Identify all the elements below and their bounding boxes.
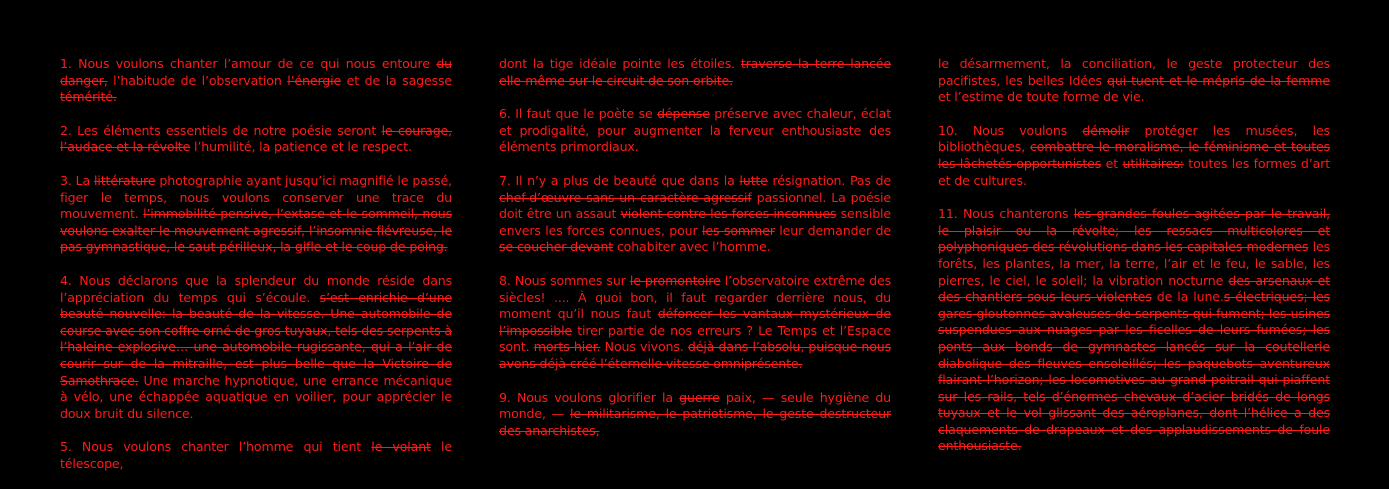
text-segment: protéger les musées, les bibliothèques, — [938, 122, 1330, 155]
text-column-2 — [499, 56, 891, 456]
manifesto-paragraph — [60, 56, 452, 106]
struck-text: littérature — [94, 172, 156, 188]
text-segment: paix, — seule hygiène du monde, — — [499, 389, 892, 422]
text-segment: Nous vivons. — [600, 339, 688, 355]
struck-text: agressif — [703, 189, 752, 205]
struck-text: dépense — [657, 106, 710, 122]
manifesto-paragraph — [499, 106, 891, 156]
struck-text: traverse la terre lancée elle-même sur le circuit de son orbite. — [499, 56, 891, 88]
manifesto-paragraph — [938, 56, 1330, 106]
text-segment: photographie ayant jusqu’ici magnifié le passé, figer le temps, nous voulons conserver une trace du mouvement. — [60, 172, 453, 222]
struck-text: les sommer — [702, 222, 775, 238]
manifesto-paragraph — [499, 56, 891, 89]
struck-text: l’énergie — [287, 72, 342, 88]
text-segment: 2. Les éléments essentiels de notre poésie seront — [60, 122, 382, 138]
manifesto-paragraph — [938, 206, 1330, 455]
text-segment: l’habitude de l’observation — [107, 72, 288, 88]
text-segment: et de la sagesse — [341, 72, 452, 88]
text-segment: Une marche hypnotique, une errance mécanique à vélo, une échappée aquatique en voilier, pour apprécier le doux bruit du silence. — [60, 372, 452, 421]
manifesto-paragraph — [938, 123, 1330, 189]
struck-text: combattre le moralisme, le féminisme et toutes les lâchetés opportunistes — [938, 139, 1330, 171]
text-segment: sensible envers les forces connues, pour — [499, 206, 891, 238]
text-segment: le télescope, — [60, 439, 452, 471]
manifesto-paragraph — [60, 273, 452, 422]
manifesto-paragraph — [60, 173, 452, 256]
struck-text: démolir — [1082, 122, 1130, 138]
text-segment: résignation. Pas de — [767, 172, 891, 188]
text-segment: 1. Nous voulons chanter l’amour de ce qui nous entoure — [60, 56, 437, 71]
text-segment: 7. Il n’y a plus de beauté que dans la — [499, 172, 740, 188]
struck-text: s électriques; les gares gloutonnes avaleuses de serpents qui fument; les usines suspendues aux nuages par les ficelles de leurs fumées; les ponts aux bonds de gymnastes lancés sur la coutellerie diabolique des fleuves ensoleillés; les paquebots aventureux flairant l’horizon; les locomotives au grand poitrail qui piaffent sur les rails, tels d’énormes chevaux d’acier bridés de longs tuyaux et le vol glissant des aéroplanes, dont l’hélice a des claquements de drapeaux et des applaudissements de foule enthousiaste. — [938, 289, 1330, 454]
text-segment: le désarmement, la conciliation, le geste protecteur des pacifistes, les belles Idées — [938, 56, 1330, 88]
text-segment: cohabiter avec l’homme. — [613, 239, 771, 255]
text-segment: passionnel. La poésie doit être un assaut — [499, 189, 891, 222]
text-segment: les forêts, les plantes, la mer, la terre, l’air et le feu, le sable, les pierres, le ciel, le soleil; la vibration nocturne — [938, 239, 1330, 288]
struck-text: le militarisme, le patriotisme, le geste destructeur des anarchistes, — [499, 406, 891, 438]
struck-text: qui tuent et le mépris de la femme — [1106, 72, 1330, 88]
manifesto-paragraph — [60, 123, 452, 156]
struck-text: le courage, l’audace et la révolte — [60, 122, 452, 155]
struck-text: chef-d’œuvre sans un caractère — [499, 189, 704, 205]
struck-text: témérité. — [60, 89, 117, 105]
text-segment: 4. Nous déclarons que la splendeur du monde réside dans l’appréciation du temps qui s’écoule. — [60, 272, 452, 305]
text-segment: dont la tige idéale pointe les étoiles. — [499, 56, 741, 71]
text-segment: 6. Il faut que le poète se — [499, 106, 658, 122]
manifesto-paragraph — [499, 173, 891, 256]
text-segment: 3. La — [60, 172, 95, 188]
struck-text: guerre — [679, 389, 720, 405]
text-segment: 10. Nous voulons — [938, 122, 1083, 138]
manifesto-paragraph — [499, 390, 891, 440]
struck-text: les grandes foules agitées par le travail, le plaisir ou la révolte; les ressacs multicolores et polyphoniques des révolutions dans les capitales modernes — [938, 206, 1330, 255]
text-segment: préserve avec chaleur, éclat et prodigalité, pour augmenter la ferveur enthousiaste des éléments primordiaux. — [499, 106, 891, 155]
manifesto-paragraph — [60, 439, 452, 472]
struck-text: lutte — [739, 172, 768, 188]
text-segment: toutes les formes d’art et de cultures. — [938, 155, 1330, 188]
text-segment: tirer partie de nos erreurs ? Le Temps et l’Espace sont. — [499, 322, 891, 355]
text-segment: 11. Nous chanterons — [938, 206, 1074, 222]
struck-text: du danger, — [60, 56, 452, 88]
text-segment: et l’estime de toute forme de vie. — [938, 89, 1145, 105]
struck-text: des arsenaux et des chantiers sous leurs violentes — [938, 272, 1330, 305]
struck-text: s’est enrichie d’une beauté nouvelle: la beauté de la vitesse. Une automobile de course avec son coffre orné de gros tuyaux, tels des serpents à l’haleine explosive… une automobile rugissante, qui a l’air de courir sur de la mitraille, est plus belle que la Victoire de Samothrace. — [60, 289, 452, 388]
text-column-3 — [938, 56, 1330, 472]
text-segment: l’humilité, la patience et le respect. — [190, 139, 412, 155]
manifesto-paragraph — [499, 273, 891, 373]
struck-text: morts hier. — [533, 339, 601, 355]
struck-text: déjà dans l’absolu, puisque nous avons déjà créé l’éternelle vitesse omniprésente. — [499, 339, 891, 371]
text-segment: 5. Nous voulons chanter l’homme qui tient — [60, 439, 372, 455]
struck-text: l’immobilité pensive, l’extase et le sommeil, nous voulons exalter le mouvement agressif, l’insomnie fiévreuse, le pas gymnastique, le saut périlleux, la gifle et le coup de poing. — [60, 206, 452, 255]
struck-text: violent contre les forces inconnues — [620, 206, 837, 222]
text-segment: et — [1101, 155, 1123, 171]
text-column-1 — [60, 56, 452, 489]
struck-text: utilitaires: — [1122, 155, 1184, 171]
text-segment: 9. Nous voulons glorifier la — [499, 389, 680, 405]
struck-text: le volant — [371, 439, 431, 455]
struck-text: défoncer les vantaux mystérieux de l’impossible — [499, 306, 891, 338]
text-segment: leur demander de — [774, 222, 891, 238]
struck-text: se coucher devant — [499, 239, 614, 255]
text-segment: l’observatoire extrême des siècles! .... À quoi bon, il faut regarder derrière nous, du moment qu’il nous faut — [499, 272, 892, 322]
struck-text: le promontoire — [629, 272, 721, 288]
text-segment: de la lune. — [1151, 289, 1224, 305]
text-segment: 8. Nous sommes sur — [499, 272, 630, 288]
